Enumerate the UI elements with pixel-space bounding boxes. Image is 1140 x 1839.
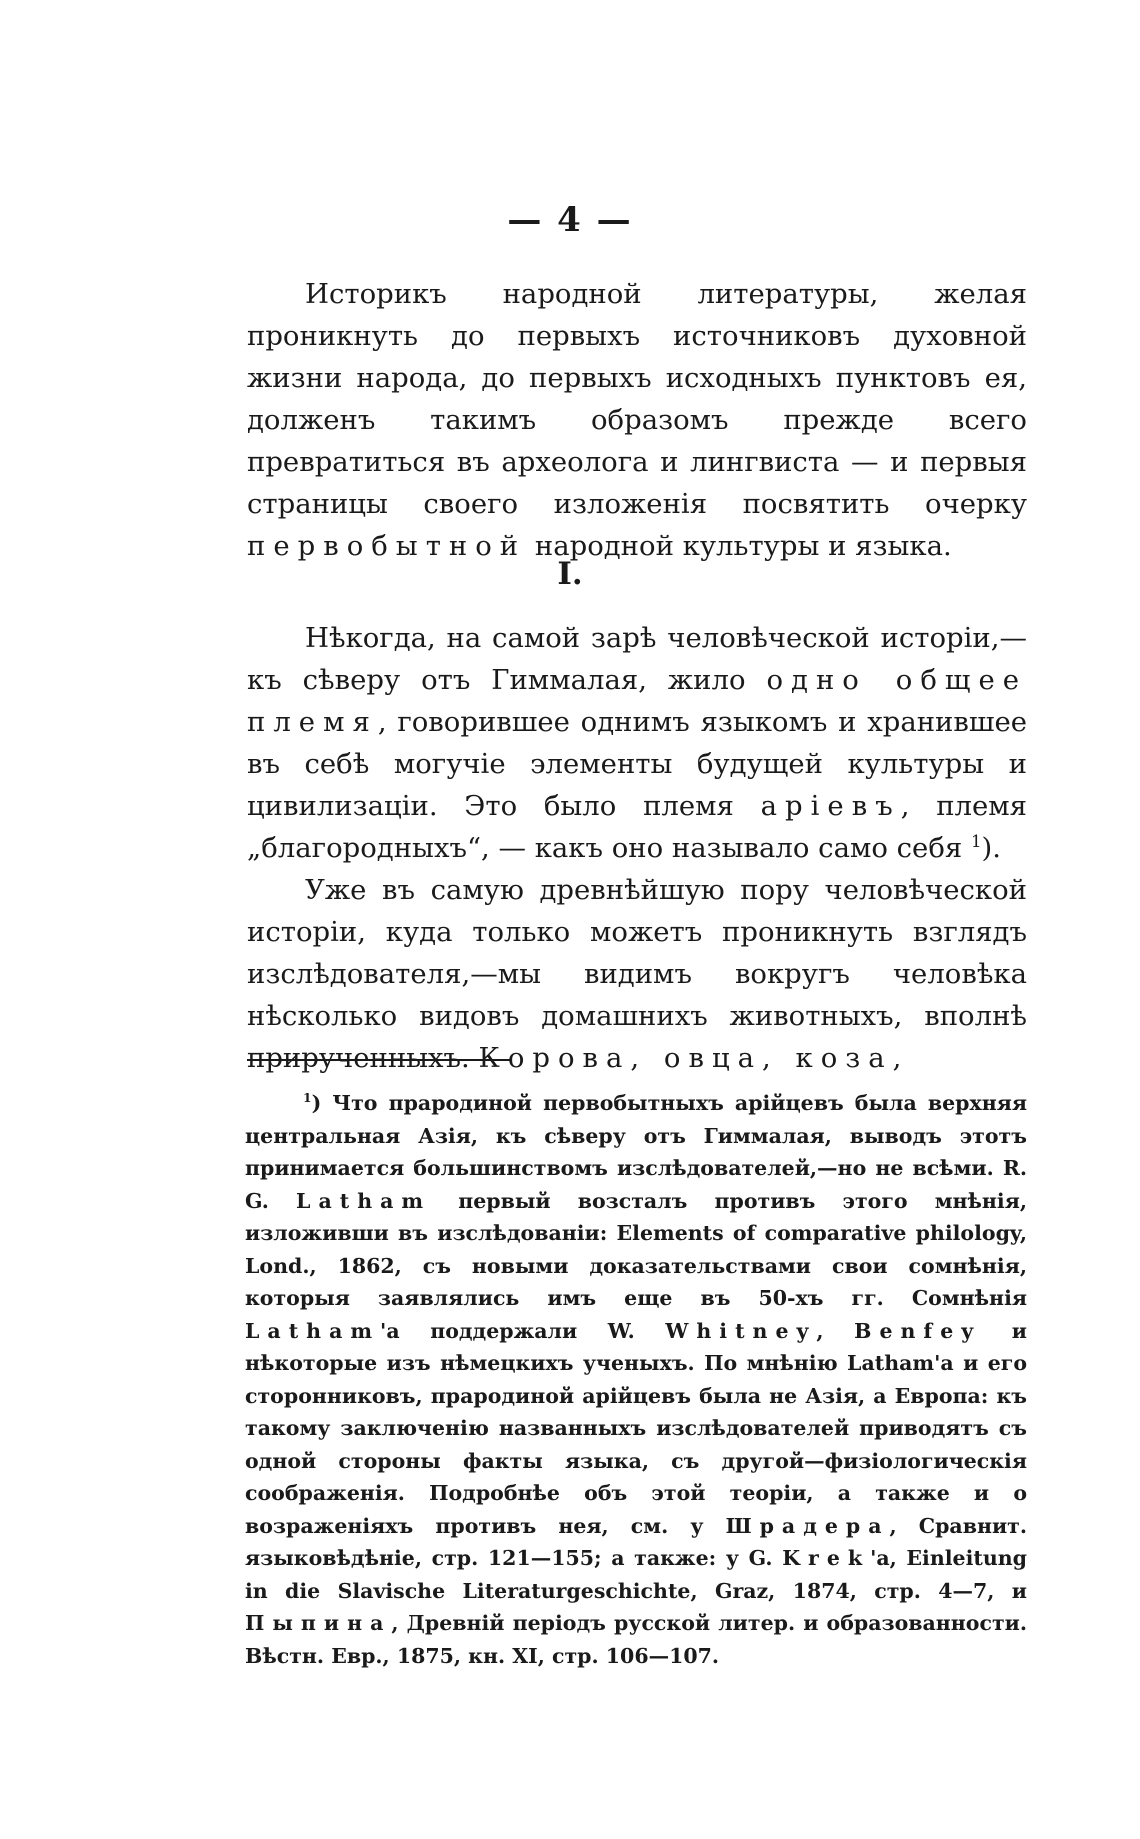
paragraph-1-spaced2: аріевъ [760,790,901,822]
paragraph-1 [247,617,1027,869]
paragraph-1-part3: , племя „благородныхъ“, — какъ оно называло само себя [247,790,1028,864]
paragraph-2-spaced: Корова, овца, коза, [478,1042,910,1074]
footnote-latham-1: Latham [296,1188,432,1213]
intro-text-before: Историкъ народной литературы, желая проникнуть до первыхъ источниковъ духовной жизни народа, до первыхъ исходныхъ пунктовъ ея, долженъ такимъ образомъ прежде всего превратиться въ археолога и лингвиста — и первыя страницы своего изложенія посвятить очерку [247,278,1027,520]
footnote-t4: , [816,1318,855,1343]
footnote-pypin: Пыпина [245,1611,392,1635]
footnote-divider [247,1059,510,1061]
intro-text [247,273,1027,567]
intro-text-spaced: первобытной [247,530,527,562]
footnote-t2: первый возсталъ противъ этого мнѣнія, изложивши въ изслѣдованіи: Elements of comparative philology, Lond., 1862, съ новыми доказательствами свои сомнѣнія, которыя заявлялись имъ еще въ 50-хъ гг. Сомнѣнія [245,1188,1027,1310]
footnote-text [245,1087,1027,1672]
footnote-latham-2: Latham [245,1318,381,1343]
page-number: — 4 — [507,200,633,240]
footnote-t7: 'a, Einleitung in die Slavische Literaturgeschichte, Graz, 1874, стр. 4—7, и [245,1546,1027,1603]
intro-paragraph [247,273,1027,567]
paragraph-1-part1: Нѣкогда, на самой зарѣ человѣческой исторіи,—къ сѣверу отъ Гиммалая, жило [247,622,1027,696]
footnote-t5: и нѣкоторые изъ нѣмецкихъ ученыхъ. По мнѣнію Latham'а и его сторонниковъ, прародиной арійцевъ была не Азія, а Европа: къ такому заключенію названныхъ изслѣдователей приводятъ съ одной стороны факты языка, съ другой—физіологическія соображенія. Подробнѣе объ этой теоріи, а также и о возраженіяхъ противъ нея, см. у [245,1318,1027,1538]
section-heading: I. [557,556,583,592]
intro-text-after: народной культуры и языка. [526,530,952,562]
footnote-t1: ) Что прародиной первобытныхъ арійцевъ была верхняя центральная Азія, къ сѣверу отъ Гиммалая, выводъ этотъ принимается большинствомъ изслѣдователей,—но не всѣми. R. G. [245,1091,1027,1213]
footnote-reference[interactable]: 1 [970,831,982,851]
footnote-t6: , Сравнит. языковѣдѣніе, стр. 121—155; а также: у G. [245,1513,1028,1570]
footnote-schrader: Шрадера [725,1513,890,1538]
paragraph-2-part1: Уже въ самую древнѣйшую пору человѣческой исторіи, куда только можетъ проникнуть взглядъ изслѣдователя,—мы видимъ вокругъ человѣка нѣсколько видовъ домашнихъ животныхъ, вполнѣ прирученныхъ. [247,874,1027,1074]
footnote [245,1087,1027,1672]
footnote-t8: , Древній періодъ русской литер. и образованности. Вѣстн. Евр., 1875, кн. XI, стр. 106—107. [245,1611,1027,1668]
footnote-t3: 'а поддержали W. [380,1318,666,1343]
footnote-whitney: Whitney [665,1318,817,1343]
footnote-krek: Krek [782,1546,871,1570]
paragraph-1-part4: ). [981,832,1001,864]
footnote-mark: 1 [303,1090,312,1106]
section-body [247,617,1027,1079]
footnote-benfey: Benfey [854,1318,982,1343]
paragraph-1-part2: , говорившее однимъ языкомъ и хранившее въ себѣ могучіе элементы будущей культуры и цивилизаціи. Это было племя [247,706,1027,822]
paragraph-1-spaced1: одно общее племя [247,664,1028,738]
paragraph-2 [247,869,1027,1079]
